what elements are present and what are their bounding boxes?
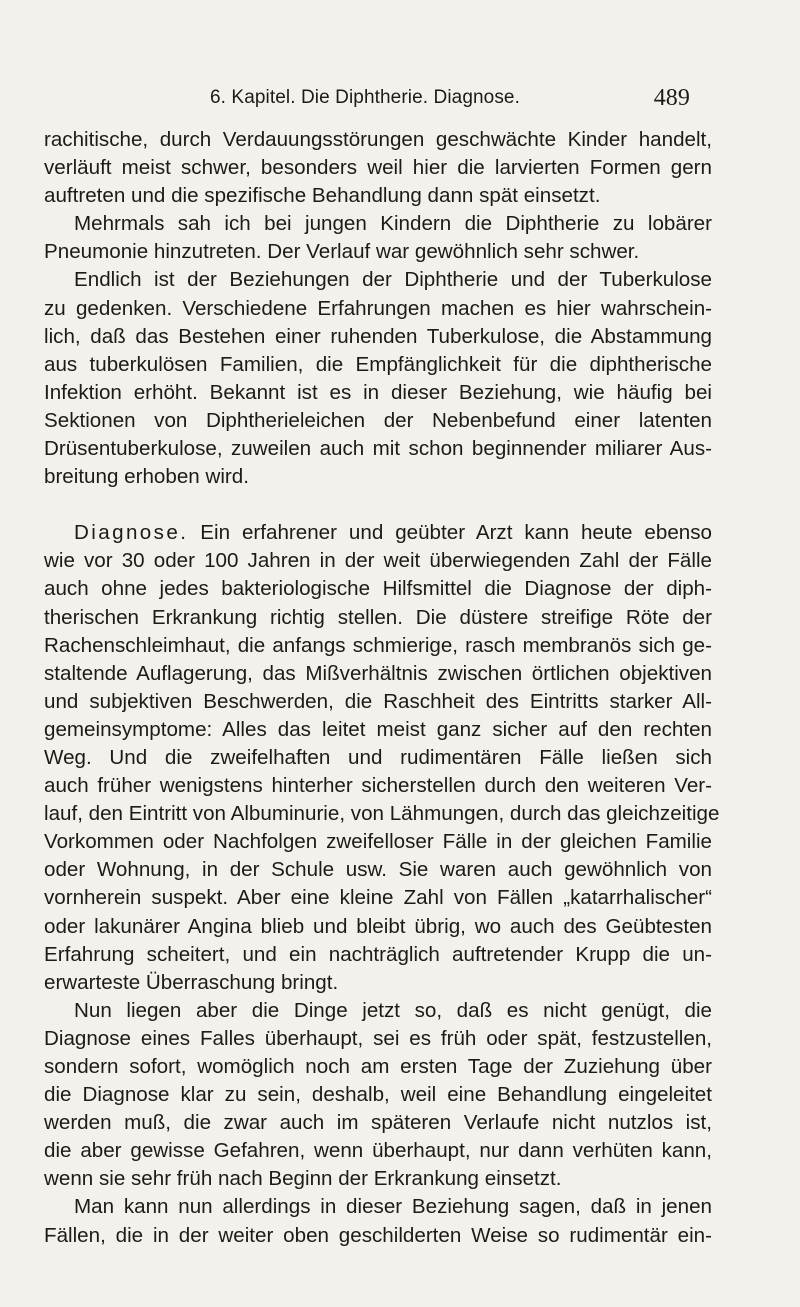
text-line: erwarteste Überraschung bringt. — [44, 970, 339, 994]
text-line: wenn sie sehr früh nach Beginn der Erkrankung einsetzt. — [44, 1167, 562, 1191]
text-line: Weg. Und die zweifelhaften und rudimentären Fälle ließen sich — [44, 745, 712, 769]
running-head-title: 6. Kapitel. Die Diphtherie. Diagnose. — [210, 87, 520, 108]
text-line: auch ohne jedes bakteriologische Hilfsmittel die Diagnose der diph- — [44, 577, 712, 601]
text-line: breitung erhoben wird. — [44, 465, 249, 489]
text-line: Mehrmals sah ich bei jungen Kindern die Diphtherie zu lobärer — [74, 212, 712, 236]
text-line: therischen Erkrankung richtig stellen. Die düstere streifige Röte der — [44, 605, 712, 629]
text-line: zu gedenken. Verschiedene Erfahrungen machen es hier wahrschein- — [44, 296, 712, 320]
text-line: die Diagnose klar zu sein, deshalb, weil eine Behandlung eingeleitet — [44, 1083, 712, 1107]
text-line: lich, daß das Bestehen einer ruhenden Tuberkulose, die Abstammung — [44, 324, 712, 348]
text-line: oder Wohnung, in der Schule usw. Sie waren auch gewöhnlich von — [44, 858, 712, 882]
text-line: Rachenschleimhaut, die anfangs schmierige, rasch membranös sich ge- — [44, 633, 712, 657]
text-line: wie vor 30 oder 100 Jahren in der weit überwiegenden Zahl der Fälle — [44, 549, 712, 573]
text-line: rachitische, durch Verdauungsstörungen geschwächte Kinder handelt, — [44, 128, 712, 151]
section-heading: Diagnose. — [74, 521, 189, 545]
text-line: gemeinsymptome: Alles das leitet meist ganz sicher auf den rechten — [44, 717, 712, 741]
text-line: Erfahrung scheitert, und ein nachträglich auftretender Krupp die un- — [44, 942, 712, 966]
text-line: Nun liegen aber die Dinge jetzt so, daß es nicht genügt, die — [74, 998, 712, 1022]
text-line: Fällen, die in der weiter oben geschilderten Weise so rudimentär ein- — [44, 1223, 712, 1247]
text-line: oder lakunärer Angina blieb und bleibt übrig, wo auch des Geübtesten — [44, 914, 712, 938]
text-line: auch früher wenigstens hinterher sicherstellen durch den weiteren Ver- — [44, 774, 712, 798]
text-line-with-heading — [44, 519, 712, 547]
text-line: Diagnose eines Falles überhaupt, sei es früh oder spät, festzustellen, — [44, 1026, 712, 1050]
body-text — [44, 126, 720, 1250]
text-line: Drüsentuberkulose, zuweilen auch mit schon beginnender miliarer Aus- — [44, 437, 712, 461]
text-line: vornherein suspekt. Aber eine kleine Zahl von Fällen „katarrhalischer“ — [44, 886, 712, 910]
text-line: und subjektiven Beschwerden, die Raschheit des Eintritts starker All- — [44, 689, 712, 713]
running-head — [210, 84, 690, 112]
text-line: lauf, den Eintritt von Albuminurie, von Lähmungen, durch das gleichzeitige — [44, 802, 720, 826]
text-line: auftreten und die spezifische Behandlung dann spät einsetzt. — [44, 184, 601, 208]
text-line: Endlich ist der Beziehungen der Diphtherie und der Tuberkulose — [74, 268, 712, 292]
text-line: sondern sofort, womöglich noch am ersten Tage der Zuziehung über — [44, 1055, 712, 1078]
text-line: Sektionen von Diphtherieleichen der Nebenbefund einer latenten — [44, 408, 712, 432]
text-line: Vorkommen oder Nachfolgen zweifelloser Fälle in der gleichen Familie — [44, 830, 712, 854]
text-line: aus tuberkulösen Familien, die Empfänglichkeit für die diphtherische — [44, 352, 712, 376]
text-line: Infektion erhöht. Bekannt ist es in dieser Beziehung, wie häufig bei — [44, 380, 712, 404]
text-line: werden muß, die zwar auch im späteren Verlaufe nicht nutzlos ist, — [44, 1111, 712, 1135]
text-line: verläuft meist schwer, besonders weil hier die larvierten Formen gern — [44, 156, 712, 180]
text-line-rest: Ein erfahrener und geübter Arzt kann heute ebenso — [200, 521, 712, 545]
text-line: die aber gewisse Gefahren, wenn überhaupt, nur dann verhüten kann, — [44, 1139, 712, 1163]
page-number: 489 — [653, 85, 690, 111]
text-line: Pneumonie hinzutreten. Der Verlauf war gewöhnlich sehr schwer. — [44, 240, 640, 264]
text-line: staltende Auflagerung, das Mißverhältnis zwischen örtlichen objektiven — [44, 661, 712, 685]
text-line: Man kann nun allerdings in dieser Beziehung sagen, daß in jenen — [74, 1195, 712, 1219]
